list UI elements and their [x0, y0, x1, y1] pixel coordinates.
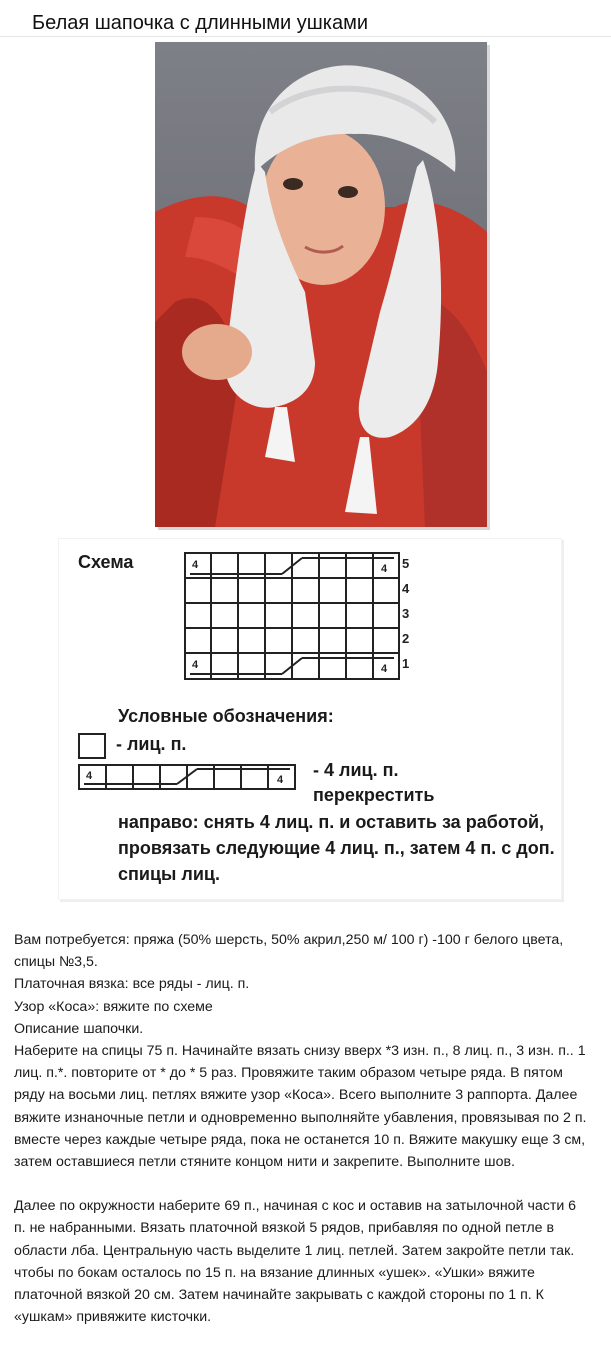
scheme-label: Схема: [78, 552, 134, 572]
cable-pattern-paragraph: Узор «Коса»: вяжите по схеме: [14, 998, 213, 1015]
garter-stitch-paragraph: Платочная вязка: все ряды - лиц. п.: [14, 976, 250, 993]
page-title: Белая шапочка с длинными ушками: [32, 12, 369, 34]
cable-mark: 4: [277, 774, 284, 786]
paragraph-gap: [14, 1173, 589, 1195]
cable-mark: 4: [86, 770, 93, 782]
row-number-5: 5: [402, 556, 410, 571]
knit-stitch-symbol: [78, 733, 106, 759]
hat-instructions-paragraph: Наберите на спицы 75 п. Начинайте вязать снизу вверх *3 изн. п., 8 лиц. п., 3 изн. п.. 1 лиц. п.*. повторите от * до * 5 раз. Провяжите таким образом четыре ряда. В пятом ряду на восьми лиц. петлях вяжите узор «Коса». Всего выполните 3 раппорта. Далее вяжите изнаночные петли и одновременно выполняйте убавления, провязывая по 2 п. вместе через каждые четыре ряда, пока не останется 10 п. Вяжите макушку еще 3 см, затем оставшиеся петли стяните концом нити и закрепите. Выполните шов.: [14, 1043, 587, 1171]
cable-mark: 4: [192, 559, 199, 571]
hat-photo-illustration: [155, 42, 487, 527]
knitting-scheme: [58, 538, 562, 900]
legend-cable-text: - 4 лиц. п.: [313, 760, 399, 780]
materials-paragraph: Вам потребуется: пряжа (50% шерсть, 50% акрил,250 м/ 100 г) -100 г белого цвета, спицы №3,5.: [14, 932, 564, 971]
instructions: [14, 929, 589, 1328]
legend-cable-description: направо: снять 4 лиц. п. и оставить за работой, провязать следующие 4 лиц. п., затем 4 п. с доп. спицы лиц.: [118, 812, 555, 884]
ear-flaps-paragraph: Далее по окружности наберите 69 п., начиная с кос и оставив на затылочной части 6 п. не набранными. Вязать платочной вязкой 5 рядов, прибавляя по одной петле в области лба. Центральную часть выделите 1 лиц. петлей. Затем закройте петли так. чтобы по бокам осталось по 15 п. на вязание длинных «ушек». «Ушки» вяжите платочной вязкой 20 см. Затем начинайте закрывать с каждой стороны по 1 п. К «ушкам» привяжите кисточки.: [14, 1198, 577, 1326]
legend-cable-text-2: перекрестить: [313, 785, 435, 805]
scheme-grid: [184, 552, 402, 682]
cable-symbol: [78, 764, 298, 792]
row-number-4: 4: [402, 581, 410, 596]
cable-mark: 4: [381, 663, 388, 675]
description-heading: Описание шапочки.: [14, 1020, 144, 1037]
legend-title: Условные обозначения:: [118, 706, 334, 726]
row-number-2: 2: [402, 631, 410, 646]
title-divider: [0, 36, 611, 37]
hat-photo: [155, 42, 487, 527]
row-number-1: 1: [402, 656, 410, 671]
legend-knit-text: - лиц. п.: [116, 734, 187, 754]
row-number-3: 3: [402, 606, 410, 621]
cable-mark: 4: [192, 659, 199, 671]
cable-mark: 4: [381, 563, 388, 575]
